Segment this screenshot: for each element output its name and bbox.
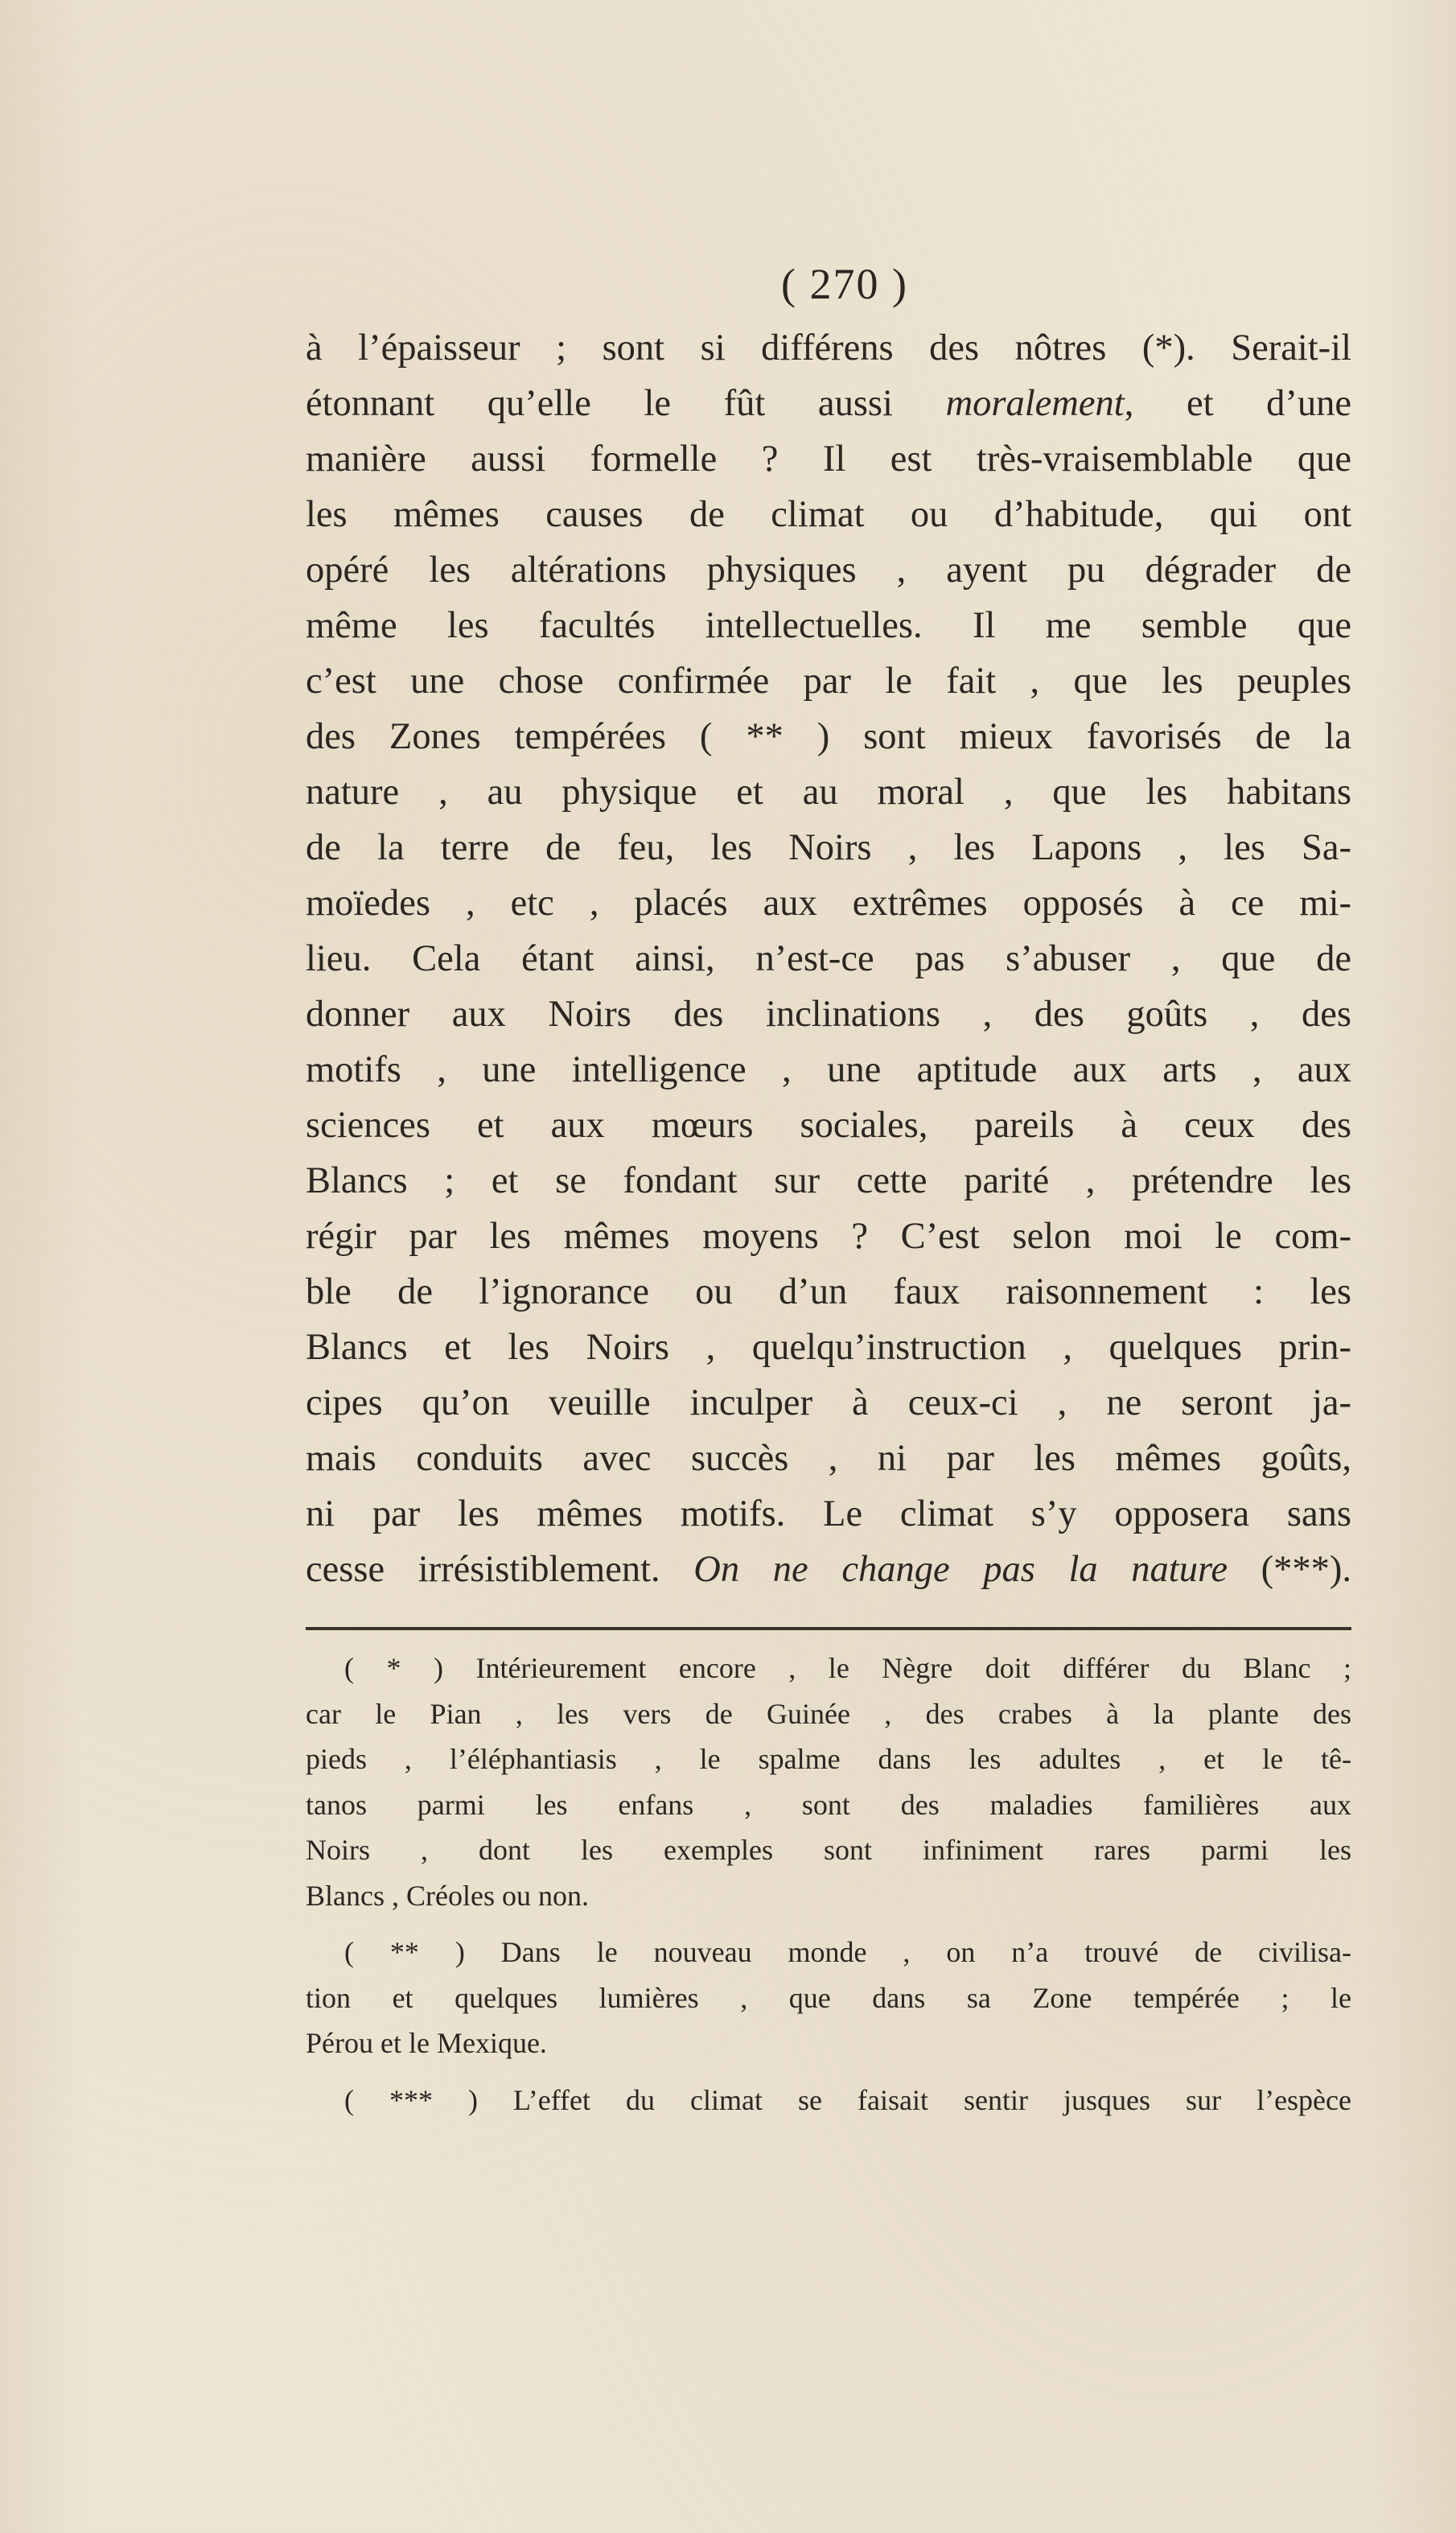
text-line: ni par les mêmes motifs. Le climat s’y opposera sans	[306, 1493, 1351, 1534]
text-line: de la terre de feu, les Noirs , les Lapons , les Sa-	[306, 827, 1351, 868]
line-segment: étonnant qu’elle le fût aussi	[306, 383, 946, 424]
emphasis-phrase: On ne change pas la nature	[693, 1549, 1228, 1590]
text-line: nature , au physique et au moral , que les habitans	[306, 772, 1351, 813]
footnote-3	[306, 2078, 1351, 2123]
text-line: des Zones tempérées ( ** ) sont mieux favorisés de la	[306, 716, 1351, 757]
text-line: donner aux Noirs des inclinations , des goûts , des	[306, 994, 1351, 1035]
text-line: motifs , une intelligence , une aptitude aux arts , aux	[306, 1049, 1351, 1090]
footnote-line: tion et quelques lumières , que dans sa Zone tempérée ; le	[306, 1981, 1351, 2014]
text-line: opéré les altérations physiques , ayent pu dégrader de	[306, 550, 1351, 591]
footnote-line: car le Pian , les vers de Guinée , des crabes à la plante des	[306, 1697, 1351, 1730]
emphasis-word: moralement	[945, 383, 1125, 424]
footnote-line: ( * ) Intérieurement encore , le Nègre doit différer du Blanc ;	[344, 1652, 1351, 1684]
text-line-last	[306, 1542, 1351, 1597]
text-line: à l’épaisseur ; sont si différens des nôtres (*). Serait-il	[306, 327, 1351, 369]
line-segment: , et d’une	[1124, 383, 1351, 424]
text-line: lieu. Cela étant ainsi, n’est-ce pas s’abuser , que de	[306, 938, 1351, 979]
footnote-1	[306, 1645, 1351, 1918]
text-line: régir par les mêmes moyens ? C’est selon moi le com-	[306, 1216, 1351, 1257]
footnote-line: ( *** ) L’effet du climat se faisait sentir jusques sur l’espèce	[344, 2083, 1351, 2116]
footnote-line: Pérou et le Mexique.	[306, 2027, 547, 2059]
text-line: c’est une chose confirmée par le fait , que les peuples	[306, 661, 1351, 702]
text-line: mais conduits avec succès , ni par les mêmes goûts,	[306, 1438, 1351, 1479]
line-segment: cesse irrésistiblement.	[306, 1549, 694, 1590]
line-segment: (***).	[1227, 1549, 1351, 1590]
text-line: moïedes , etc , placés aux extrêmes opposés à ce mi-	[306, 883, 1351, 924]
footnote-line: ( ** ) Dans le nouveau monde , on n’a trouvé de civilisa-	[344, 1936, 1351, 1968]
footnote-line: tanos parmi les enfans , sont des maladies familières aux	[306, 1788, 1351, 1821]
text-line: Blancs ; et se fondant sur cette parité , prétendre les	[306, 1160, 1351, 1201]
text-line: Blancs et les Noirs , quelqu’instruction , quelques prin-	[306, 1327, 1351, 1368]
main-text	[306, 320, 1351, 1597]
footnote-line: Noirs , dont les exemples sont infiniment rares parmi les	[306, 1834, 1351, 1866]
footnote-2	[306, 1930, 1351, 2066]
text-line: sciences et aux mœurs sociales, pareils à ceux des	[306, 1105, 1351, 1146]
footnote-line: Blancs , Créoles ou non.	[306, 1879, 589, 1912]
text-line: cipes qu’on veuille inculper à ceux-ci , ne seront ja-	[306, 1382, 1351, 1423]
footnote-separator	[306, 1627, 1351, 1630]
text-line: même les facultés intellectuelles. Il me semble que	[306, 605, 1351, 646]
footnote-line: pieds , l’éléphantiasis , le spalme dans les adultes , et le tê-	[306, 1743, 1351, 1775]
text-line: ble de l’ignorance ou d’un faux raisonnement : les	[306, 1271, 1351, 1312]
text-line: manière aussi formelle ? Il est très-vraisemblable que	[306, 439, 1351, 480]
page-number: ( 270 )	[781, 260, 908, 308]
text-line	[306, 376, 1351, 431]
footnotes	[306, 1645, 1351, 2134]
text-line: les mêmes causes de climat ou d’habitude, qui ont	[306, 494, 1351, 535]
